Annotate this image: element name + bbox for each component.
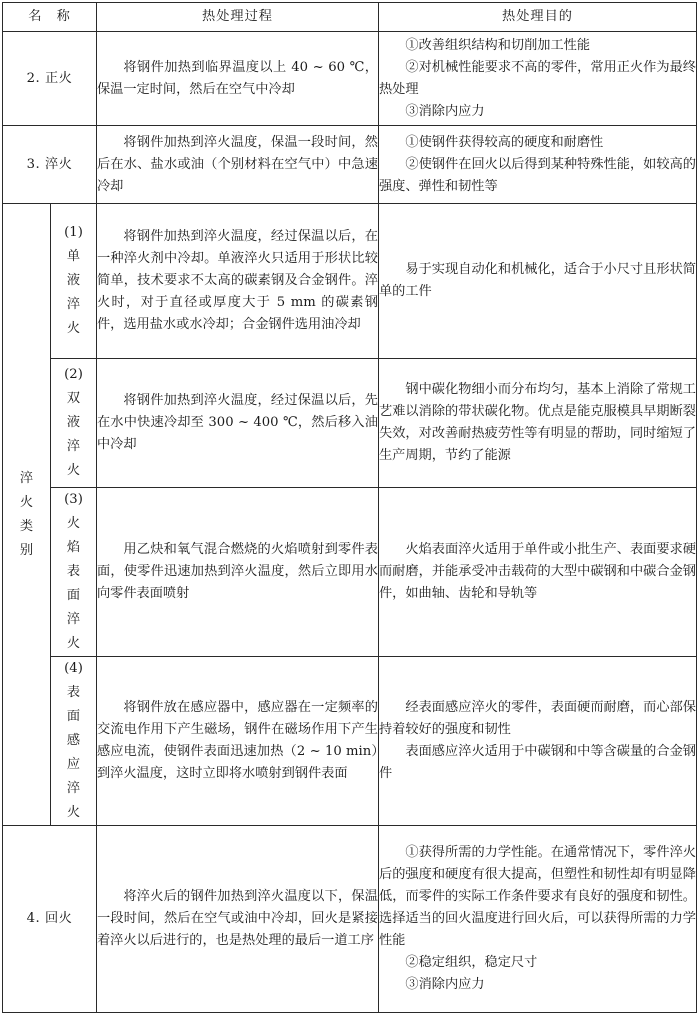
quench-type-name: (1) 单 液 淬 火 xyxy=(51,204,97,359)
purpose-item: ③消除内应力 xyxy=(405,103,485,119)
purpose-item: ②使钢件在回火以后得到某种特殊性能，如较高的强度、弹性和韧性等 xyxy=(379,156,696,194)
row-quench-type-2 xyxy=(3,359,697,488)
purpose-item: ①改善组织结构和切削加工性能 xyxy=(405,37,591,53)
process-quench: 将钢件加热到淬火温度，保温一段时间，然后在水、盐水或油（个别材料在空气中）中急速冷却 xyxy=(97,126,379,204)
quench-type-process: 将钢件放在感应器中，感应器在一定频率的交流电作用下产生磁场，钢件在磁场作用下产生感应电流，使钢件表面迅速加热（2 ~ 10 min）到淬火温度，这时立即将水喷射到钢件表面 xyxy=(97,657,379,826)
quench-type-purpose xyxy=(379,657,697,826)
header-row xyxy=(3,3,697,32)
purpose-item: 经表面感应淬火的零件，表面硬而耐磨，而心部保持着较好的强度和韧性 xyxy=(379,700,696,737)
purpose-item: ①使钢件获得较高的硬度和耐磨性 xyxy=(405,134,604,150)
quench-type-name: (3) 火 焰 表 面 淬 火 xyxy=(51,488,97,657)
quench-type-process: 将钢件加热到淬火温度，经过保温以后，在一种淬火剂中冷却。单液淬火只适用于形状比较简单，技术要求不太高的碳素钢及合金钢件。淬火时，对于直径或厚度大于 5 mm 的碳素钢件，选用盐水或水冷却；合金钢件选用油冷却 xyxy=(97,204,379,359)
name-quench: 3. 淬火 xyxy=(3,126,97,204)
quench-types-label: 淬 火 类 别 xyxy=(3,204,51,826)
process-normalize: 将钢件加热到临界温度以上 40 ~ 60 ℃，保温一定时间，然后在空气中冷却 xyxy=(97,32,379,126)
purpose-item: ②稳定组织，稳定尺寸 xyxy=(405,955,538,970)
heat-treatment-table xyxy=(2,2,697,1013)
purpose-temper xyxy=(379,826,697,1013)
row-temper xyxy=(3,826,697,1013)
quench-type-process: 将钢件加热到淬火温度，经过保温以后，先在水中快速冷却至 300 ~ 400 ℃，然后移入油中冷却 xyxy=(97,359,379,488)
quench-type-purpose: 易于实现自动化和机械化，适合于小尺寸且形状简单的工件 xyxy=(379,204,697,359)
name-temper: 4. 回火 xyxy=(3,826,97,1013)
name-normalize: 2. 正火 xyxy=(3,32,97,126)
row-quench-type-1 xyxy=(3,204,697,359)
quench-type-purpose: 钢中碳化物细小而分布均匀，基本上消除了常规工艺难以消除的带状碳化物。优点是能克服模具早期断裂失效，对改善耐热疲劳性等有明显的帮助，同时缩短了生产周期，节约了能源 xyxy=(379,359,697,488)
purpose-item: ②对机械性能要求不高的零件，常用正火作为最终热处理 xyxy=(379,59,696,97)
purpose-item: ③消除内应力 xyxy=(405,977,485,992)
purpose-item: 表面感应淬火适用于中碳钢和中等含碳量的合金钢件 xyxy=(379,744,696,781)
row-quench xyxy=(3,126,697,204)
header-process: 热处理过程 xyxy=(97,3,379,32)
process-temper: 将淬火后的钢件加热到淬火温度以下，保温一段时间，然后在空气或油中冷却，回火是紧接着淬火以后进行的，也是热处理的最后一道工序 xyxy=(97,826,379,1013)
quench-type-purpose: 火焰表面淬火适用于单件或小批生产、表面要求硬而耐磨，并能承受冲击载荷的大型中碳钢和中碳合金钢件，如曲轴、齿轮和导轨等 xyxy=(379,488,697,657)
header-name: 名 称 xyxy=(3,3,97,32)
purpose-normalize xyxy=(379,32,697,126)
purpose-quench xyxy=(379,126,697,204)
row-normalize xyxy=(3,32,697,126)
row-quench-type-3 xyxy=(3,488,697,657)
header-purpose: 热处理目的 xyxy=(379,3,697,32)
purpose-item: ①获得所需的力学性能。在通常情况下，零件淬火后的强度和硬度有很大提高，但塑性和韧性却有明显降低，而零件的实际工作条件要求有良好的强度和韧性。选择适当的回火温度进行回火后，可以获得所需的力学性能 xyxy=(379,845,696,948)
row-quench-type-4 xyxy=(3,657,697,826)
quench-type-name: (2) 双 液 淬 火 xyxy=(51,359,97,488)
quench-type-name: (4) 表 面 感 应 淬 火 xyxy=(51,657,97,826)
quench-type-process: 用乙炔和氧气混合燃烧的火焰喷射到零件表面，使零件迅速加热到淬火温度，然后立即用水向零件表面喷射 xyxy=(97,488,379,657)
